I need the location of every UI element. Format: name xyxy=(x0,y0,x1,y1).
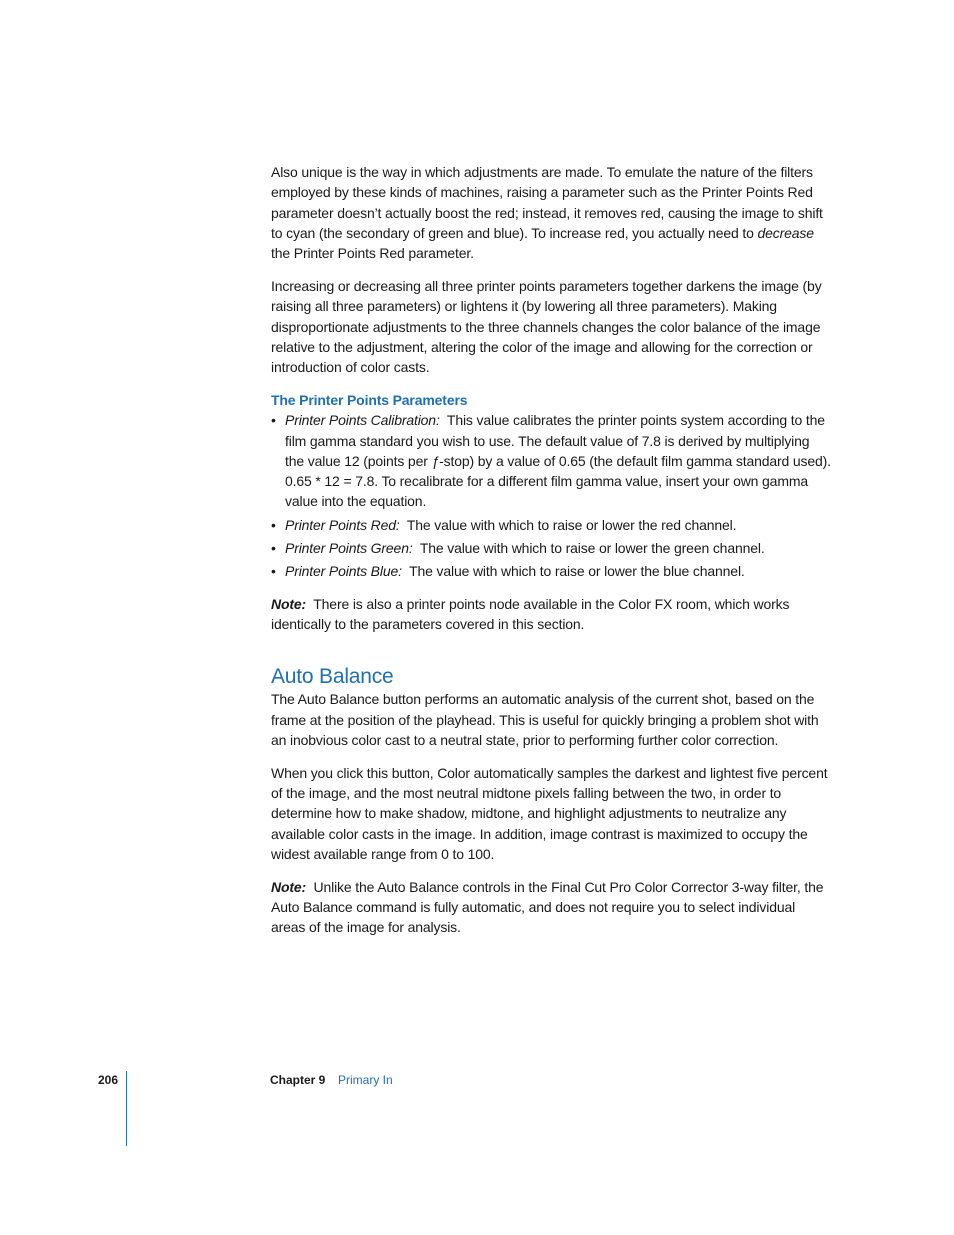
term-printer-points-blue: Printer Points Blue: xyxy=(285,563,402,580)
list-item xyxy=(271,538,831,558)
bullet-icon: • xyxy=(271,540,276,557)
paragraph-text: Also unique is the way in which adjustments are made. To emulate the nature of the filters employed by these kinds of machines, raising a parameter such as the Printer Points Red parameter doesn’t actually boost the red; instead, it removes red, causing the image to shift to cyan (the secondary of green and blue). To increase red, you actually need to xyxy=(271,164,823,241)
bullet-icon: • xyxy=(271,563,276,580)
term-printer-points-green: Printer Points Green: xyxy=(285,540,413,557)
note-label: Note: xyxy=(271,878,307,895)
parameter-list xyxy=(271,410,831,581)
paragraph-darkens-lightens: Increasing or decreasing all three printer points parameters together darkens the image (by raising all three parameters) or lightens it (by lowering all three parameters). Making disproportionate adjustments to the three channels changes the color balance of the image relative to the adjustment, altering the color of the image and allowing for the correction or introduction of color casts. xyxy=(271,277,822,376)
list-item xyxy=(271,561,831,581)
paragraph-auto-balance-button: The Auto Balance button performs an automatic analysis of the current shot, based on the frame at the position of the playhead. This is useful for quickly bringing a problem shot with an inobvious color cast to a neutral state, prior to performing further color correction. xyxy=(271,691,819,748)
note-text: There is also a printer points node available in the Color FX room, which works identically to the parameters covered in this section. xyxy=(271,595,790,632)
bullet-icon: • xyxy=(271,412,276,429)
item-text: The value with which to raise or lower the green channel. xyxy=(419,540,765,557)
term-printer-points-calibration: Printer Points Calibration: xyxy=(285,412,440,429)
fstop-symbol: ƒ xyxy=(431,452,440,469)
paragraph-auto-balance-sampling: When you click this button, Color automatically samples the darkest and lightest five percent of the image, and the most neutral midtone pixels falling between the two, in order to determine how to make shadow, midtone, and highlight adjustments to neutralize any available color casts in the image. In addition, image contrast is maximized to occupy the widest available range from 0 to 100. xyxy=(271,764,828,862)
item-text: -stop) by a value of 0.65 (the default film gamma standard used). 0.65 * 12 = 7.8. To recalibrate for a different film gamma value, insert your own gamma value into the equation. xyxy=(285,452,831,510)
footer-divider xyxy=(126,1071,127,1146)
item-text: The value with which to raise or lower the red channel. xyxy=(406,516,737,533)
note-printer-points-node xyxy=(271,594,831,635)
subheading-printer-points-parameters: The Printer Points Parameters xyxy=(271,391,468,408)
paragraph-adjustments xyxy=(271,162,831,263)
emphasis-decrease: decrease xyxy=(757,224,814,241)
footer-chapter-title: Primary In xyxy=(338,1073,393,1087)
paragraph-text: the Printer Points Red parameter. xyxy=(271,245,474,262)
page-body xyxy=(271,162,831,950)
list-item xyxy=(271,515,831,535)
bullet-icon: • xyxy=(271,516,276,533)
item-text: This value calibrates the printer points system according to the film gamma standard you wish to use. The default value of 7.8 is derived by multiplying the value 12 (points per xyxy=(285,412,825,469)
item-text: The value with which to raise or lower the blue channel. xyxy=(409,563,745,580)
list-item xyxy=(271,410,831,511)
term-printer-points-red: Printer Points Red: xyxy=(285,516,400,533)
footer-chapter: Chapter 9 xyxy=(270,1073,326,1087)
heading-auto-balance: Auto Balance xyxy=(271,665,394,689)
note-label: Note: xyxy=(271,595,307,612)
page-number: 206 xyxy=(98,1073,119,1087)
note-text: Unlike the Auto Balance controls in the Final Cut Pro Color Corrector 3-way filter, the Auto Balance command is fully automatic, and does not require you to select individual areas of the image for analysis. xyxy=(271,878,824,936)
note-auto-balance xyxy=(271,877,831,938)
